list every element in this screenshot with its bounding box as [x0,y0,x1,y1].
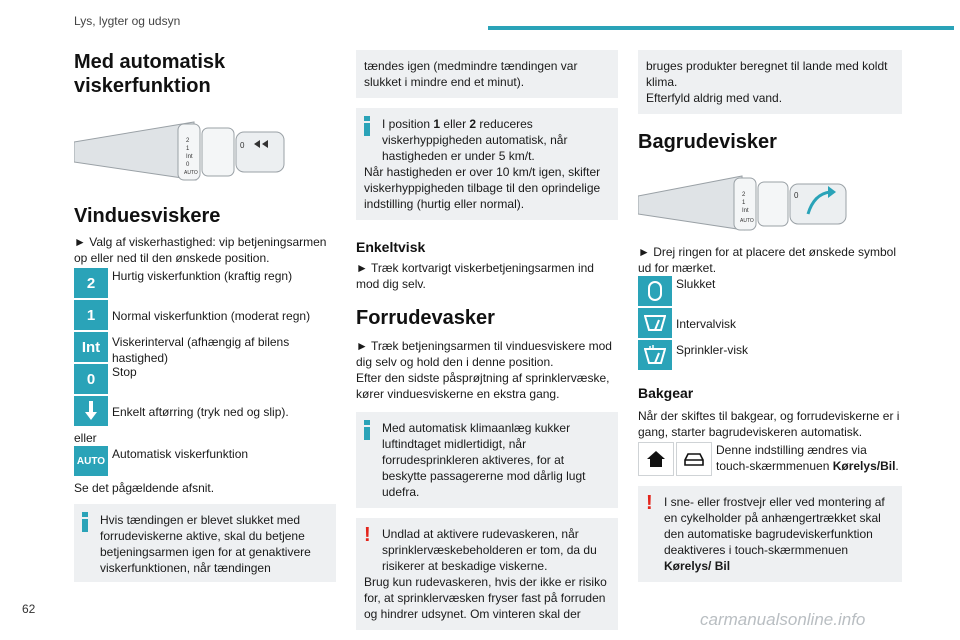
wiper-intro: ► Valg af viskerhastighed: vip betjeningsarmen op eller ned til den ønskede position. [74,235,327,265]
list-item-text: Stop [112,365,137,379]
auto-icon: AUTO [74,446,108,476]
svg-text:0: 0 [240,141,245,150]
info-icon [364,116,370,136]
see-section-text: Se det pågældende afsnit. [74,481,215,495]
info-text-2: Når hastigheden er over 10 km/t igen, skifter viskerhyppigheden tilbage til den oprindelige indstilling (hurtig eller normal). [364,165,601,211]
list-item [74,332,336,364]
info-icon [82,512,88,532]
header-accent-bar [488,26,954,30]
info-box [356,108,618,220]
warning-icon: ! [364,524,371,546]
svg-text:AUTO: AUTO [740,218,754,224]
list-item-text: Sprinkler-visk [676,343,749,357]
single-wipe-text: ► Træk kortvarigt viskerbetjeningsarmen ind mod dig selv. [356,261,594,291]
warning-box-continued [638,50,902,114]
warning-icon: ! [646,492,653,514]
setting-text: Denne indstilling ændres via touch-skærmmenuen Kørelys/Bil. [716,443,899,473]
svg-text:2: 2 [186,138,190,144]
svg-text:Int: Int [742,208,749,214]
svg-text:2: 2 [742,192,746,198]
svg-text:1: 1 [186,146,190,152]
list-item-text: Slukket [676,277,716,291]
heading-single-wipe: Enkeltvisk [356,239,426,255]
warning-box [638,486,902,582]
info-text: tændes igen (medmindre tændingen var slukket i mindre end et minut). [364,59,578,89]
car-icon [676,442,712,476]
info-text: Hvis tændingen er blevet slukket med forrudeviskerne aktive, skal du betjene betjeningsarmen igen for at genaktivere viskerfunktionen, når tændingen [100,513,311,575]
heading-rear-wiper: Bagrudevisker [638,131,777,153]
list-item [74,396,336,428]
warning-text-2: Brug kun rudevaskeren, hvis der ikke er risiko for, at sprinklervæsken fryser fast på forruden og hindrer udsynet. Om vinteren skal der [364,575,607,621]
info-box-continued [356,50,618,98]
list-item-text: Normal viskerfunktion (moderat regn) [112,309,311,323]
stop-0-icon: 0 [74,364,108,394]
home-icon [638,442,674,476]
svg-text:0: 0 [794,191,799,200]
running-header: Lys, lygter og udsyn [74,14,181,28]
info-box [356,412,618,508]
speed-1-icon: 1 [74,300,108,330]
svg-text:1: 1 [742,200,746,206]
page-number: 62 [22,602,36,616]
list-item-text: Enkelt aftørring (tryk ned og slip). [112,405,289,419]
list-item [638,308,902,340]
info-text: Med automatisk klimaanlæg kukker luftindtaget midlertidigt, når forrudesprinkleren aktiveres, for at beskytte passagererne mod dårlig lugt udefra. [382,421,586,499]
column-3 [638,50,902,582]
interval-wiper-icon [638,308,672,338]
column-1 [74,50,336,582]
svg-text:Int: Int [186,154,193,160]
heading-wipers: Vinduesviskere [74,205,221,227]
list-item [74,268,336,300]
rear-mode-list [638,276,902,372]
washer-text-1: ► Træk betjeningsarmen til vinduesviskere mod dig selv og hold den i denne position. [356,339,612,369]
rear-stalk-illustration [638,174,848,232]
svg-text:0: 0 [186,162,190,168]
arrow-down-icon [74,396,108,426]
rear-intro: ► Drej ringen for at placere det ønskede symbol ud for mærket. [638,245,896,275]
eller-text: eller [74,431,97,445]
rear-stalk-drawing [638,174,848,232]
wiper-speed-list [74,268,336,428]
interval-icon: Int [74,332,108,362]
reverse-text: Når der skiftes til bakgear, og forrudeviskerne er i gang, starter bagrudeviskeren automatisk. [638,409,900,439]
list-item [638,276,902,308]
list-item-text: Viskerinterval (afhængig af bilens hastighed) [112,335,290,365]
warning-text: Undlad at aktivere rudevaskeren, når sprinklervæskebeholderen er tom, da du risikerer at beskadige viskerne. [382,527,597,573]
svg-text:AUTO: AUTO [184,170,198,176]
list-item [74,300,336,332]
heading-auto-wipe: Med automatisk viskerfunktion [74,51,226,97]
stalk-drawing [74,120,286,182]
list-item-text: Intervalvisk [676,317,737,331]
watermark: carmanualsonline.info [700,610,866,629]
warning-box [356,518,618,630]
info-icon [364,420,370,440]
washer-text-2: Efter den sidste påsprøjtning af sprinklervæske, kører vinduesviskerne en ekstra gang. [356,371,610,401]
sprinkler-wiper-icon [638,340,672,370]
list-item-text: Hurtig viskerfunktion (kraftig regn) [112,269,293,283]
speed-2-icon: 2 [74,268,108,298]
warning-text: I sne- eller frostvejr eller ved montering af en cykelholder på anhængertrækket skal den automatiske bagrudeviskerfunktion deaktiveres i touch-skærmmenuen Kørelys/ Bil [664,495,885,573]
list-item [74,364,336,396]
setting-row [638,442,902,476]
list-item [74,446,336,478]
warning-text-2: Efterfyld aldrig med vand. [646,91,783,105]
heading-reverse: Bakgear [638,385,694,401]
heading-washer: Forrudevasker [356,307,495,329]
list-item-text: Automatisk viskerfunktion [112,447,249,461]
column-2 [356,50,618,630]
list-item [638,340,902,372]
wiper-stalk-illustration [74,120,286,182]
info-text: I position 1 eller 2 reduceres viskerhyppigheden automatisk, når hastigheden er under 5 km/t. [382,117,568,163]
off-icon [638,276,672,306]
warning-text: bruges produkter beregnet til lande med koldt klima. [646,59,888,89]
info-box [74,504,336,582]
